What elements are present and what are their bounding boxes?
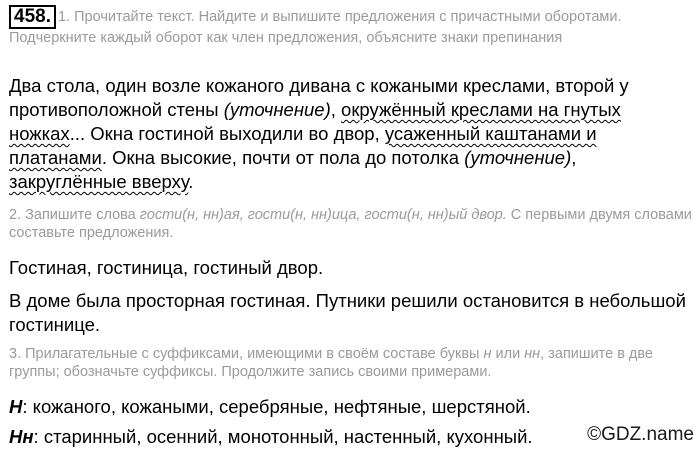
period: . — [188, 171, 194, 192]
task-2-text: 2. Запишите слова — [9, 207, 140, 223]
answer-2-line-1: Гостиная, гостиница, гостиный двор. — [9, 257, 324, 278]
ellipsis: ... — [69, 123, 91, 144]
group-n-label: Н — [9, 396, 23, 417]
task-3-text-end: , запишите в две группы; обозначьте суффиксы. Продолжите запись своими примерами. — [9, 346, 653, 380]
task-1-instruction — [9, 5, 692, 47]
task-1-text: 1. Прочитайте текст. Найдите и выпишите предложения с причастными оборотами. Подчеркните каждый оборот как член предложения, объясните знаки препинания — [9, 9, 622, 46]
task-2-instruction — [9, 206, 692, 242]
participial-phrase-3: закруглённые вверху — [9, 171, 189, 192]
period: . — [101, 147, 113, 168]
task-2-words: гости(н, нн)ая, гости(н, нн)ица, гости(н, нн)ый двор. — [139, 207, 507, 223]
group-n-line — [9, 395, 692, 419]
participial-phrase-1: окружённый креслами на гнутых ножках — [9, 99, 621, 144]
gdz-watermark: ©GDZ.name — [587, 424, 694, 445]
answer-1-paragraph — [9, 74, 694, 194]
task-3-instruction — [9, 345, 692, 381]
letter-n: н — [483, 346, 492, 362]
comma: , — [571, 147, 577, 168]
answer-1-sentence-1: Два стола, один возле кожаного дивана с кожаными креслами, второй у противоположной стены — [9, 75, 629, 120]
group-n-words: : кожаного, кожаными, серебряные, нефтяные, шерстяной. — [22, 396, 531, 417]
clarification-note-2: (уточнение) — [464, 147, 572, 168]
exercise-number-badge: 458. — [9, 5, 56, 29]
comma: , — [330, 99, 342, 120]
answer-2-line-2: В доме была просторная гостиная. Путники решили остановится в небольшой гостинице. — [9, 290, 686, 335]
participial-phrase-2: усаженный каштанами и платанами — [9, 123, 597, 168]
group-nn-words: : старинный, осенний, монотонный, настенный, кухонный. — [33, 426, 533, 447]
task-3-text: 3. Прилагательные с суффиксами, имеющими в своём составе буквы — [9, 346, 484, 362]
answer-1-sentence-3: Окна высокие, почти от пола до потолка — [112, 147, 465, 168]
letters-nn: нн — [524, 346, 541, 362]
answer-1-sentence-2: Окна гостиной выходили во двор, — [90, 123, 385, 144]
clarification-note-1: (уточнение) — [223, 99, 331, 120]
group-nn-label: Нн — [9, 426, 34, 447]
or-word: или — [491, 346, 525, 362]
task-2-text-end: С первыми двумя словами составьте предложения. — [9, 207, 692, 241]
